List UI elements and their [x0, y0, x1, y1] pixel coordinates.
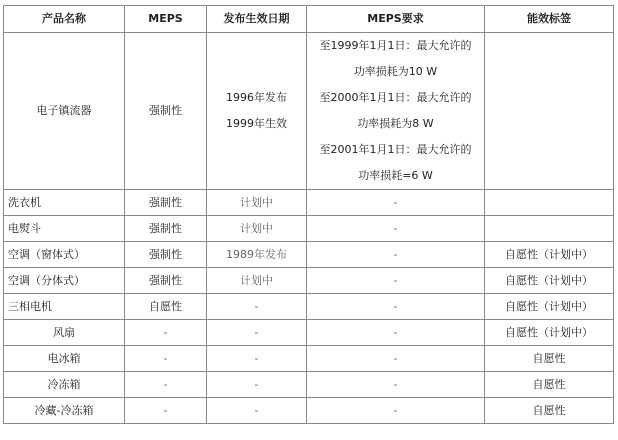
- cell-effective-date: 计划中: [207, 190, 307, 216]
- cell-product-name: 电冰箱: [4, 346, 125, 372]
- table-row: [4, 398, 614, 424]
- cell-effective-date: -: [207, 346, 307, 372]
- header-meps: MEPS: [125, 6, 207, 33]
- cell-meps: 强制性: [125, 268, 207, 294]
- requirement-line: 功率损耗为8 W: [357, 117, 434, 130]
- cell-meps-requirement: -: [307, 346, 485, 372]
- cell-effective-date: 1989年发布: [207, 242, 307, 268]
- cell-meps: -: [125, 346, 207, 372]
- cell-meps-requirement: -: [307, 294, 485, 320]
- header-meps-requirement: MEPS要求: [307, 6, 485, 33]
- cell-meps: 强制性: [125, 33, 207, 190]
- cell-energy-label: 自愿性: [485, 372, 614, 398]
- cell-effective-date: [207, 33, 307, 190]
- cell-product-name: 空调（窗体式）: [4, 242, 125, 268]
- meps-table: [3, 5, 614, 424]
- cell-effective-date: -: [207, 398, 307, 424]
- cell-meps-requirement: -: [307, 242, 485, 268]
- requirement-line: 功率损耗为10 W: [353, 65, 438, 78]
- cell-energy-label: 自愿性（计划中）: [485, 242, 614, 268]
- cell-product-name: 三相电机: [4, 294, 125, 320]
- table-row: [4, 294, 614, 320]
- cell-effective-date: 计划中: [207, 216, 307, 242]
- requirement-line: 功率损耗=6 W: [358, 169, 433, 182]
- table-row: [4, 346, 614, 372]
- cell-meps-requirement: -: [307, 268, 485, 294]
- date-line: 1996年发布: [226, 91, 287, 104]
- table-row: [4, 190, 614, 216]
- header-product-name: 产品名称: [4, 6, 125, 33]
- cell-meps: -: [125, 372, 207, 398]
- cell-product-name: 冷冻箱: [4, 372, 125, 398]
- cell-meps-requirement: -: [307, 190, 485, 216]
- cell-meps-requirement: [307, 33, 485, 190]
- table-row: [4, 320, 614, 346]
- cell-product-name: 风扇: [4, 320, 125, 346]
- cell-effective-date: 计划中: [207, 268, 307, 294]
- table-row-ballast: [4, 33, 614, 190]
- header-effective-date: 发布生效日期: [207, 6, 307, 33]
- cell-meps: 自愿性: [125, 294, 207, 320]
- cell-meps-requirement: -: [307, 216, 485, 242]
- cell-meps: -: [125, 320, 207, 346]
- cell-energy-label: [485, 216, 614, 242]
- table-row: [4, 372, 614, 398]
- header-energy-label: 能效标签: [485, 6, 614, 33]
- cell-effective-date: -: [207, 320, 307, 346]
- cell-meps-requirement: -: [307, 320, 485, 346]
- cell-product-name: 冷藏-冷冻箱: [4, 398, 125, 424]
- cell-meps-requirement: -: [307, 372, 485, 398]
- cell-energy-label: 自愿性（计划中）: [485, 320, 614, 346]
- cell-effective-date: -: [207, 372, 307, 398]
- cell-product-name: 电熨斗: [4, 216, 125, 242]
- cell-energy-label: 自愿性（计划中）: [485, 294, 614, 320]
- cell-meps: 强制性: [125, 216, 207, 242]
- header-row: [4, 6, 614, 33]
- table-row: [4, 242, 614, 268]
- requirement-line: 至2000年1月1日：最大允许的: [319, 91, 472, 104]
- cell-meps: 强制性: [125, 190, 207, 216]
- requirement-line: 至2001年1月1日：最大允许的: [319, 143, 472, 156]
- cell-meps: -: [125, 398, 207, 424]
- date-line: 1999年生效: [226, 117, 287, 130]
- cell-energy-label: 自愿性: [485, 346, 614, 372]
- cell-effective-date: -: [207, 294, 307, 320]
- cell-product-name: 电子镇流器: [4, 33, 125, 190]
- cell-meps-requirement: -: [307, 398, 485, 424]
- cell-energy-label: 自愿性（计划中）: [485, 268, 614, 294]
- table-row: [4, 268, 614, 294]
- cell-energy-label: [485, 190, 614, 216]
- cell-meps: 强制性: [125, 242, 207, 268]
- requirement-line: 至1999年1月1日：最大允许的: [319, 39, 472, 52]
- cell-product-name: 空调（分体式）: [4, 268, 125, 294]
- cell-energy-label: 自愿性: [485, 398, 614, 424]
- cell-product-name: 洗衣机: [4, 190, 125, 216]
- cell-energy-label: [485, 33, 614, 190]
- table-row: [4, 216, 614, 242]
